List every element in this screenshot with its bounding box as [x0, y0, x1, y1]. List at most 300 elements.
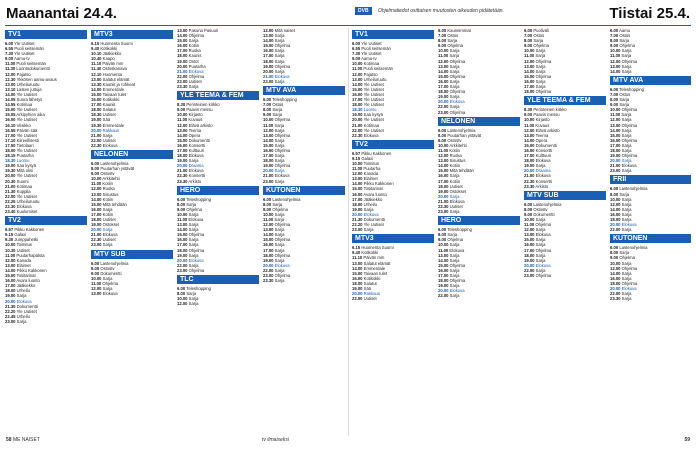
program-time: 12.00: [177, 122, 188, 128]
program-title: Kulttuuri: [188, 147, 205, 153]
program-time: 15.00: [263, 142, 274, 148]
program-title: Rakkaus: [102, 127, 119, 133]
program-title: Sarja: [274, 58, 285, 64]
program-time: 12.00: [5, 257, 16, 263]
program-title: Ostos: [619, 91, 631, 97]
program-title: Yle Uutiset: [363, 86, 384, 92]
program-time: 17.00: [438, 178, 449, 184]
program-time: 16.00: [263, 242, 274, 248]
program-time: 15.00: [263, 43, 274, 49]
program-time: 9.15: [5, 232, 14, 238]
program-title: Pikku Kakkonen: [363, 181, 394, 187]
program-title: Sarja: [188, 227, 199, 233]
program-time: 10.00: [352, 61, 363, 67]
footer-section-title: tv ilmaiseksi: [262, 437, 289, 443]
program-time: 21.00: [177, 68, 188, 74]
listing-column: [524, 28, 606, 436]
program-title: Sarja: [449, 94, 460, 100]
program-time: 13.00: [177, 28, 188, 33]
program-title: Ohjelma: [449, 278, 466, 284]
program-time: 12.10: [91, 71, 102, 77]
program-listing: [438, 209, 520, 214]
program-title: Salatut: [363, 280, 377, 286]
program-title: Ohjelma: [621, 280, 638, 286]
program-title: Saa kysyä: [363, 112, 383, 118]
program-title: Elokuva: [363, 211, 379, 217]
program-title: Sarja: [274, 217, 285, 222]
program-time: 12.00: [5, 71, 16, 77]
program-listing: [5, 319, 87, 324]
program-title: Paavin messu: [186, 107, 213, 113]
program-time: 18.00: [352, 201, 363, 207]
program-time: 16.00: [263, 48, 274, 54]
program-time: 12.00: [177, 301, 188, 307]
program-title: Sää: [363, 286, 372, 292]
program-time: 6.55: [352, 46, 361, 52]
program-title: Sarja: [621, 127, 632, 133]
program-time: 20.30: [5, 178, 16, 184]
program-title: Konsertti: [535, 147, 553, 153]
program-time: 14.00: [610, 127, 621, 133]
program-title: Salatut: [102, 107, 116, 113]
program-title: Kotiin: [102, 196, 114, 202]
program-time: 9.00: [438, 137, 447, 143]
program-title: Sarja: [619, 250, 630, 256]
program-title: Sarja: [619, 191, 630, 197]
program-title: Sarja: [188, 38, 199, 44]
program-title: Lastenohjelmia: [533, 201, 562, 207]
program-time: 15.00: [352, 270, 363, 276]
program-title: Ohjelma: [188, 33, 205, 39]
program-time: 6.57: [352, 150, 361, 156]
program-title: Eläimet: [16, 262, 31, 268]
program-time: 17.00: [177, 147, 188, 153]
program-title: Sarja: [274, 68, 285, 74]
program-time: 9.30: [5, 237, 14, 243]
program-title: Sarja: [449, 84, 460, 90]
program-time: 17.00: [263, 247, 274, 253]
program-title: Ruoka: [102, 186, 115, 192]
program-title: Suora lähetys: [16, 97, 43, 103]
program-title: Lastenohjelmia: [100, 260, 129, 266]
program-title: Ostostv: [100, 265, 115, 271]
program-time: 20.00: [438, 288, 449, 294]
program-time: 9.00: [438, 43, 447, 49]
program-time: 13.00: [524, 132, 535, 138]
program-time: 20.00: [263, 262, 274, 268]
program-time: 14.00: [352, 81, 363, 87]
program-title: Sarja: [535, 163, 546, 169]
program-title: Sarja: [535, 257, 546, 263]
program-title: Salatut elämät: [102, 76, 130, 82]
program-title: Urheilu: [16, 313, 30, 319]
program-time: 16.00: [438, 267, 449, 273]
program-title: Puoli seitsemän: [363, 66, 393, 72]
program-title: Ostot: [188, 58, 199, 64]
program-title: Yle Uutiset: [16, 173, 37, 179]
program-title: Sarja: [449, 293, 460, 299]
program-title: Puutarhapalsta: [16, 252, 45, 258]
program-title: Sarja: [621, 48, 632, 54]
program-title: Dokumentti: [16, 303, 38, 309]
program-title: Elokuva: [274, 262, 290, 268]
program-time: 22.00: [610, 291, 621, 297]
program-time: 22.00: [263, 267, 274, 273]
program-title: Salatut elämät: [363, 260, 391, 266]
program-title: Ohjelma: [621, 122, 638, 128]
program-title: Emmerdale: [363, 265, 386, 271]
program-time: 8.00: [438, 232, 447, 238]
program-time: 11.00: [524, 222, 535, 228]
program-title: Teleshopping: [619, 86, 644, 92]
program-time: 18.30: [5, 158, 16, 164]
program-title: Elokuva: [16, 298, 32, 304]
program-time: 22.30: [5, 204, 16, 209]
program-title: Ohjelma: [621, 137, 638, 143]
program-title: Yle Uutiset: [16, 132, 37, 138]
program-time: 9.00: [438, 237, 447, 243]
program-title: Kuppila: [16, 188, 31, 194]
program-title: Sarja: [274, 278, 285, 284]
program-title: Sarja: [274, 122, 285, 128]
program-time: 8.00: [438, 132, 447, 138]
program-title: Ohjelma: [535, 58, 552, 64]
program-title: Elokuva: [449, 247, 465, 253]
dvb-badge: DVB: [355, 7, 372, 15]
program-title: Elokuva: [188, 257, 204, 263]
program-title: Sarja: [272, 112, 283, 118]
program-time: 22.00: [91, 137, 102, 143]
program-time: 17.00: [91, 211, 102, 217]
program-title: Sarja: [272, 107, 283, 113]
program-time: 22.30: [177, 173, 188, 179]
program-title: Elokuva: [449, 198, 465, 204]
program-time: 14.00: [438, 257, 449, 263]
program-time: 11.30: [5, 66, 16, 72]
program-title: Sarja: [449, 283, 460, 289]
program-listing: [177, 268, 259, 273]
program-title: Sarja: [102, 286, 113, 292]
program-title: Dokumentti: [188, 137, 210, 143]
program-time: 23.00: [91, 242, 102, 248]
program-title: Sarja: [363, 206, 374, 212]
program-time: 16.00: [352, 275, 363, 281]
program-title: Sarja: [274, 38, 285, 44]
program-time: 20.00: [610, 222, 621, 228]
program-time: 6.00: [524, 28, 533, 33]
program-title: Sarja: [535, 68, 546, 74]
program-title: Galaxi: [14, 232, 27, 238]
program-time: 17.00: [5, 132, 16, 138]
program-time: 11.00: [438, 247, 449, 253]
program-time: 23.40: [5, 209, 16, 215]
program-title: Sarja: [535, 53, 546, 59]
program-title: Mitä naiset: [274, 28, 295, 33]
program-time: 22.00: [5, 193, 16, 199]
program-title: Elokuva: [102, 291, 118, 297]
listing-column: [177, 28, 259, 436]
program-title: Sarja: [449, 173, 460, 179]
program-listing: [610, 168, 691, 173]
program-time: 12.00: [263, 28, 274, 33]
program-time: 8.00: [91, 265, 100, 271]
program-title: Ohjelma: [188, 267, 205, 273]
program-title: Puoli seitsemän: [361, 46, 391, 52]
program-title: Viisikko: [16, 122, 31, 128]
program-title: Rakkaus: [363, 291, 380, 297]
program-time: 23.30: [177, 84, 188, 90]
program-time: 10.00: [263, 117, 274, 123]
program-time: 21.00: [263, 73, 274, 79]
program-time: 10.10: [91, 51, 102, 57]
listing-column: [352, 28, 434, 436]
program-title: Sarja: [188, 211, 199, 217]
program-time: 16.00: [263, 147, 274, 153]
program-title: Konsertti: [188, 173, 206, 179]
program-title: Ostokset: [449, 188, 467, 194]
program-time: 20.00: [91, 127, 102, 133]
left-page-number: 58: [6, 437, 12, 443]
program-time: 21.00: [263, 173, 274, 179]
channel-header: MTV SUB: [524, 191, 606, 200]
program-title: Elokuva: [188, 68, 204, 74]
program-title: Konsertti: [188, 142, 206, 148]
program-title: Sarja: [449, 78, 460, 84]
program-title: Lastenohjelmia: [447, 127, 476, 133]
program-time: 20.00: [5, 298, 16, 304]
program-time: 12.00: [263, 127, 274, 133]
program-title: Elokuva: [621, 286, 637, 292]
program-time: 9.40: [91, 46, 100, 52]
channel-header: YLE TEEMA & FEM: [177, 91, 259, 100]
program-time: 9.00: [610, 255, 619, 261]
program-title: Sarja: [621, 217, 632, 222]
program-title: Teema: [535, 132, 549, 138]
program-title: Elokuva: [102, 142, 118, 148]
page-gutter: [348, 28, 349, 436]
program-time: 23.00: [263, 273, 274, 279]
program-time: 12.00: [524, 58, 535, 64]
program-time: 11.00: [5, 61, 16, 67]
program-title: Uutiset: [102, 237, 116, 243]
program-time: 19.00: [352, 206, 363, 212]
header-rule: [5, 25, 691, 26]
program-time: 7.00: [438, 33, 447, 39]
program-time: 23.30: [524, 183, 535, 189]
program-time: 7.00: [524, 33, 533, 39]
program-title: Sarja: [619, 102, 630, 108]
program-title: Ohjelma: [449, 262, 466, 268]
program-title: Kirjasto: [535, 117, 550, 123]
program-time: 13.00: [438, 252, 449, 258]
program-time: 9.00: [91, 270, 100, 276]
program-time: 19.00: [438, 283, 449, 289]
program-time: 22.20: [5, 308, 16, 314]
program-time: 13.00: [263, 132, 274, 138]
program-title: Sarja: [274, 178, 285, 184]
program-title: Yle Uutiset: [363, 222, 384, 228]
program-time: 10.00: [5, 242, 16, 248]
program-title: Yle Uutiset: [14, 41, 35, 46]
program-title: Taivaan tulet: [363, 270, 388, 276]
program-title: Uutiset: [102, 217, 116, 222]
program-title: Lastenohjelmia: [100, 160, 129, 166]
program-time: 16.00: [177, 142, 188, 148]
program-title: Pajatso: [363, 71, 378, 77]
program-title: Sarja: [274, 158, 285, 164]
program-title: Ostos: [447, 33, 459, 39]
program-time: 7.30: [5, 51, 14, 57]
program-title: Lastenohjelmia: [619, 186, 648, 192]
program-time: 11.40: [91, 66, 102, 72]
program-title: Ohjelma: [274, 63, 291, 69]
program-title: Ohjelma: [535, 247, 552, 253]
program-title: Ohjelma: [274, 252, 291, 258]
program-time: 14.55: [5, 102, 16, 108]
program-title: Puutarhan ystävät: [100, 166, 135, 172]
program-time: 14.00: [524, 137, 535, 143]
program-time: 20.00: [177, 257, 188, 263]
program-time: 9.00: [91, 171, 100, 177]
program-title: Ostoskanava: [102, 66, 127, 72]
program-title: Sarja: [274, 78, 285, 84]
program-time: 10.40: [91, 56, 102, 62]
program-title: Sarja: [621, 147, 632, 153]
program-time: 13.00: [5, 262, 16, 268]
program-time: 20.00: [5, 173, 16, 179]
program-time: 7.30: [352, 51, 361, 57]
program-time: 19.00: [352, 112, 363, 118]
program-time: 14.00: [610, 270, 621, 276]
program-title: Urheilu: [16, 288, 30, 294]
left-page-day-title: Maanantai 24.4.: [6, 5, 117, 22]
program-title: Sisustus: [449, 158, 466, 164]
program-time: 6.00: [263, 97, 272, 103]
program-title: Sarja: [535, 63, 546, 69]
listing-column: [263, 28, 345, 436]
program-listing: [91, 291, 173, 296]
program-title: Sarja: [274, 53, 285, 59]
program-time: 21.00: [610, 163, 621, 169]
program-time: 7.00: [263, 102, 272, 108]
program-time: 20.00: [610, 158, 621, 164]
program-title: Dokumentti: [100, 270, 122, 276]
program-time: 15.00: [91, 91, 102, 97]
program-title: Taivaan tulet: [102, 91, 127, 97]
program-title: Elokuva: [449, 99, 465, 105]
program-time: 6.00: [438, 127, 447, 133]
program-time: 15.00: [524, 142, 535, 148]
program-time: 18.00: [524, 252, 535, 258]
program-time: 8.00: [524, 206, 533, 212]
program-title: Elokuva: [535, 232, 551, 238]
program-time: 15.00: [438, 168, 449, 174]
program-title: Sarja: [274, 153, 285, 159]
program-title: Elokuva: [274, 73, 290, 79]
program-title: Sarja: [274, 242, 285, 248]
program-title: Sarja: [188, 84, 199, 90]
program-time: 23.00: [524, 273, 535, 279]
program-title: Sarja: [16, 293, 27, 299]
program-title: Arkipyhien aika: [16, 112, 45, 118]
program-time: 16.00: [438, 173, 449, 179]
program-time: 16.00: [177, 237, 188, 243]
program-time: 18.00: [5, 288, 16, 294]
program-time: 6.00: [610, 28, 619, 33]
program-time: 20.00: [177, 63, 188, 69]
program-time: 23.00: [263, 178, 274, 184]
program-time: 19.00: [438, 188, 449, 194]
program-title: Mitä tehdään: [102, 201, 127, 207]
program-time: 20.00: [263, 168, 274, 174]
program-title: Ohjelma: [621, 153, 638, 159]
program-time: 9.00: [177, 107, 186, 113]
program-time: 10.00: [610, 107, 621, 113]
program-time: 18.00: [610, 147, 621, 153]
program-title: Kotimaa: [16, 102, 33, 108]
program-title: Ykkösen aamu-avaus: [16, 76, 57, 82]
program-title: Sarja: [188, 237, 199, 243]
program-title: Huomenta Suomi: [361, 245, 394, 251]
program-title: Elokuva: [621, 163, 637, 169]
program-title: Elokuva: [535, 262, 551, 268]
program-time: 8.00: [177, 201, 186, 207]
program-time: 17.00: [5, 283, 16, 289]
program-title: Elokuva: [621, 222, 637, 228]
program-title: Ostostv: [100, 171, 115, 177]
program-title: Ohjelma: [274, 163, 291, 169]
program-time: 14.00: [438, 163, 449, 169]
program-time: 6.00: [5, 41, 14, 46]
program-title: Sarja: [188, 252, 199, 258]
channel-header: KUTONEN: [610, 234, 691, 243]
program-time: 14.00: [524, 68, 535, 74]
listing-column: [610, 28, 691, 436]
program-title: Sarja: [535, 78, 546, 84]
program-title: Paavin messu: [533, 112, 560, 118]
program-title: Ohjelma: [533, 43, 549, 49]
program-title: Elokuva: [16, 204, 32, 209]
program-time: 14.00: [610, 206, 621, 212]
program-title: Dokumentti: [363, 217, 385, 222]
program-time: 14.05: [5, 97, 16, 103]
program-title: Ohjelma: [619, 43, 635, 49]
program-title: Jääkiekko: [363, 196, 383, 202]
program-time: 19.00: [177, 58, 188, 64]
program-title: Draama: [188, 163, 204, 169]
program-title: Puutarha: [188, 63, 206, 69]
program-time: 17.00: [352, 97, 363, 103]
program-time: 16.00: [524, 78, 535, 84]
program-time: 10.00: [524, 117, 535, 123]
program-time: 13.00: [91, 191, 102, 197]
program-time: 6.00: [91, 160, 100, 166]
right-page-number: 59: [684, 437, 690, 443]
program-time: 22.00: [177, 262, 188, 268]
program-time: 15.00: [263, 237, 274, 243]
program-time: 22.00: [438, 104, 449, 110]
program-listing: [263, 179, 345, 184]
program-time: 12.00: [352, 71, 363, 77]
program-time: 9.00: [610, 102, 619, 108]
program-listing: [177, 301, 259, 306]
program-title: Sarja: [188, 158, 199, 164]
program-title: Sarja: [447, 232, 458, 238]
program-time: 11.00: [438, 147, 449, 153]
program-time: 14.00: [263, 137, 274, 143]
program-time: 6.00: [352, 41, 361, 46]
program-time: 15.05: [5, 112, 16, 118]
